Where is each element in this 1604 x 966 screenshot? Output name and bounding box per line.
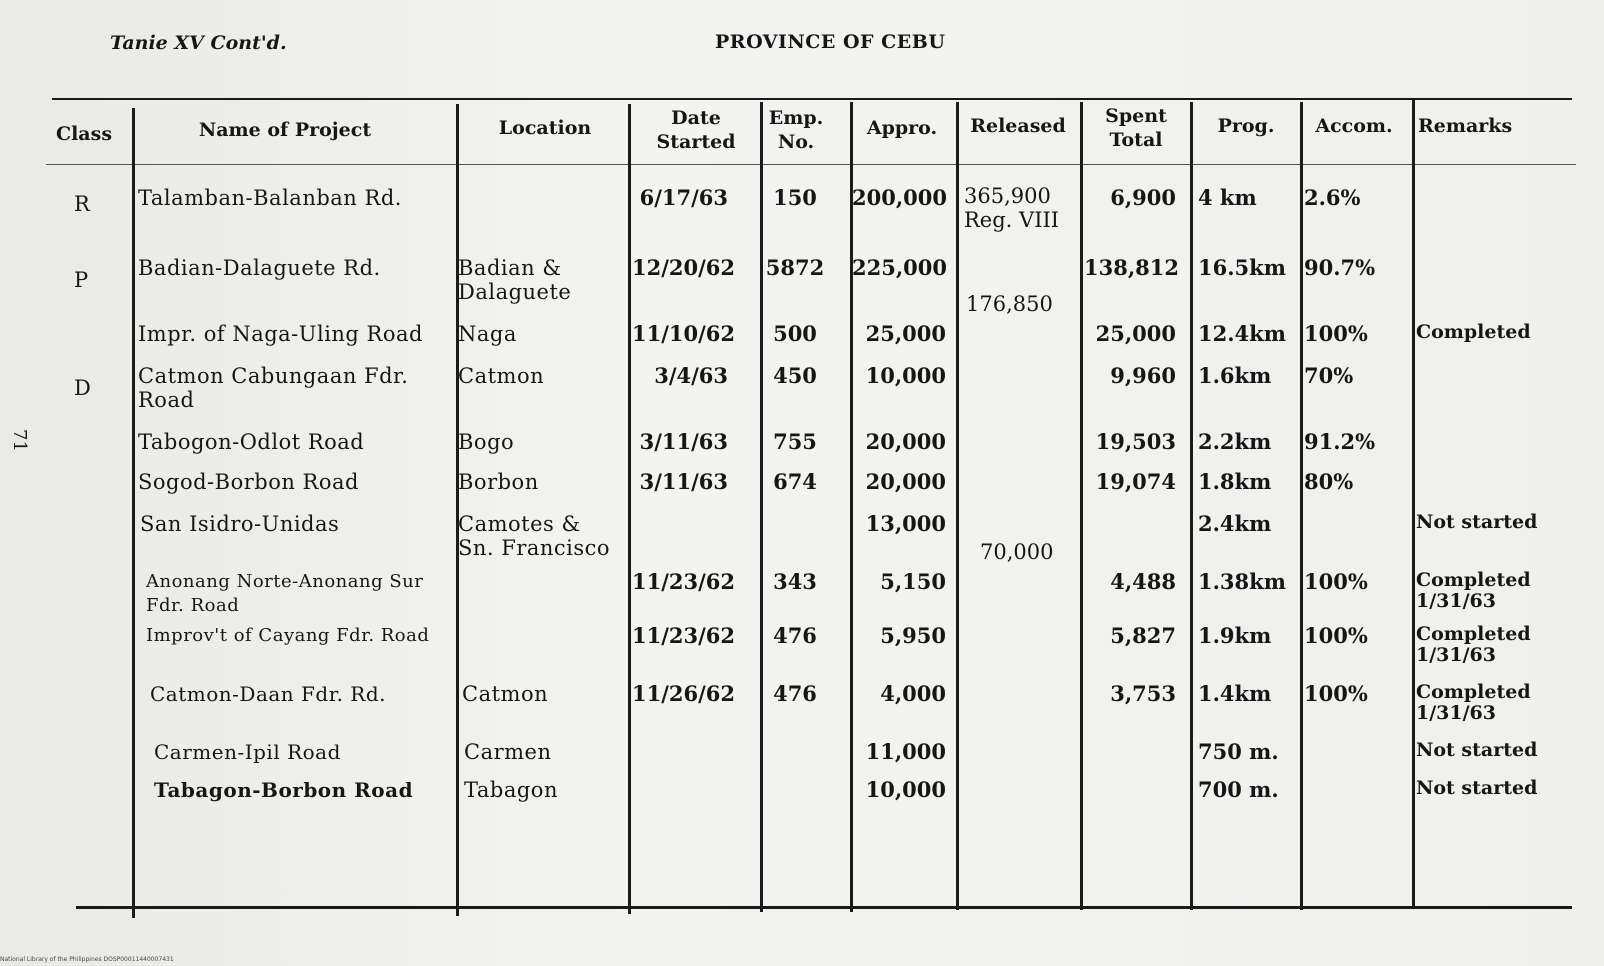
table-cell-date: 11/23/62: [632, 623, 736, 648]
table-cell-appro: 10,000: [865, 363, 946, 388]
col-header-prog: Prog.: [1217, 115, 1275, 137]
col-header-spent: Spent Total: [1105, 105, 1167, 151]
table-cell-date: 6/17/63: [639, 185, 728, 210]
table-cell-appro: 5,950: [880, 623, 946, 648]
table-cell-spent: 19,503: [1095, 429, 1176, 454]
table-cell-project: Tabogon-Odlot Road: [138, 430, 365, 454]
table-cell-prog: 1.9km: [1198, 623, 1272, 648]
released-value: 70,000: [980, 540, 1054, 564]
table-cell-prog: 1.6km: [1198, 363, 1272, 388]
table-cell-date: 11/26/62: [632, 681, 736, 706]
table-cell-remarks: Completed: [1416, 321, 1531, 343]
table-cell-prog: 1.4km: [1198, 681, 1272, 706]
column-divider: [956, 102, 959, 910]
table-cell-location: Camotes & Sn. Francisco: [458, 512, 611, 560]
class-label: R: [74, 192, 90, 216]
table-cell-accom: 91.2%: [1304, 429, 1376, 454]
released-value: 176,850: [966, 292, 1053, 316]
table-cell-prog: 2.4km: [1198, 511, 1272, 536]
table-cell-emp: 755: [773, 429, 817, 454]
table-cell-prog: 12.4km: [1198, 321, 1286, 346]
table-cell-project: San Isidro-Unidas: [140, 512, 340, 536]
col-header-class: Class: [55, 123, 113, 145]
table-cell-appro: 11,000: [865, 739, 946, 764]
table-cell-project: Tabagon-Borbon Road: [154, 778, 414, 802]
table-cell-prog: 750 m.: [1198, 739, 1279, 764]
column-divider: [1080, 102, 1083, 910]
col-header-remarks: Remarks: [1418, 115, 1513, 137]
table-cell-appro: 20,000: [865, 429, 946, 454]
table-cell-prog: 1.8km: [1198, 469, 1272, 494]
table-cell-project: Talamban-Balanban Rd.: [138, 186, 402, 210]
table-cell-project: Catmon-Daan Fdr. Rd.: [150, 682, 387, 706]
class-label: P: [74, 268, 89, 292]
table-cell-location: Borbon: [458, 470, 539, 494]
col-header-date: Date Started: [656, 107, 736, 153]
footer-note: National Library of the Philippines DOSP00011440007431: [0, 956, 174, 963]
table-cell-accom: 100%: [1304, 569, 1368, 594]
table-cell-prog: 1.38km: [1198, 569, 1286, 594]
table-cell-emp: 476: [773, 681, 817, 706]
table-cell-prog: 4 km: [1198, 185, 1257, 210]
table-cell-emp: 476: [773, 623, 817, 648]
table-cell-emp: 674: [773, 469, 817, 494]
column-divider: [1190, 102, 1193, 910]
class-label: D: [74, 376, 91, 400]
column-divider: [760, 102, 763, 912]
table-cell-location: Naga: [458, 322, 517, 346]
table-cell-location: Carmen: [464, 740, 552, 764]
column-divider: [132, 108, 135, 918]
col-header-emp: Emp. No.: [768, 107, 824, 153]
column-divider: [1300, 102, 1303, 910]
table-cell-location: Tabagon: [464, 778, 558, 802]
table-cell-project: Badian-Dalaguete Rd.: [138, 256, 381, 280]
table-cell-accom: 100%: [1304, 321, 1368, 346]
col-header-accom: Accom.: [1315, 115, 1393, 137]
table-cell-remarks: Completed 1/31/63: [1416, 681, 1531, 724]
col-header-released: Released: [970, 115, 1066, 137]
bottom-rule: [76, 906, 1572, 909]
table-cell-emp: 450: [773, 363, 817, 388]
released-value: 365,900 Reg. VIII: [964, 184, 1060, 232]
table-cell-project: Catmon Cabungaan Fdr. Road: [138, 364, 409, 412]
table-cell-emp: 500: [773, 321, 817, 346]
table-cell-project: Carmen-Ipil Road: [154, 740, 341, 764]
table-cell-appro: 4,000: [880, 681, 946, 706]
table-cell-appro: 13,000: [865, 511, 946, 536]
top-rule: [52, 98, 1572, 100]
header-underline: [46, 164, 1576, 165]
table-cell-appro: 20,000: [865, 469, 946, 494]
col-header-appro: Appro.: [866, 117, 938, 139]
table-cell-spent: 6,900: [1110, 185, 1176, 210]
table-cell-remarks: Completed 1/31/63: [1416, 569, 1531, 612]
table-cell-location: Catmon: [458, 364, 545, 388]
table-cell-date: 3/4/63: [654, 363, 728, 388]
table-cell-location: Badian & Dalaguete: [458, 256, 572, 304]
table-cell-accom: 90.7%: [1304, 255, 1376, 280]
table-cell-date: 12/20/62: [632, 255, 736, 280]
table-cell-accom: 2.6%: [1304, 185, 1361, 210]
table-cell-appro: 10,000: [865, 777, 946, 802]
table-cell-spent: 9,960: [1110, 363, 1176, 388]
table-cell-date: 11/23/62: [632, 569, 736, 594]
table-cell-appro: 25,000: [865, 321, 946, 346]
table-cell-emp: 343: [773, 569, 817, 594]
table-cell-prog: 2.2km: [1198, 429, 1272, 454]
page-number: 71: [8, 429, 30, 452]
table-cell-date: 3/11/63: [639, 469, 728, 494]
table-cell-remarks: Completed 1/31/63: [1416, 623, 1531, 666]
table-cell-project: Sogod-Borbon Road: [138, 470, 359, 494]
table-cell-remarks: Not started: [1416, 511, 1538, 533]
table-cell-prog: 700 m.: [1198, 777, 1279, 802]
table-cell-spent: 3,753: [1110, 681, 1176, 706]
column-divider: [1412, 100, 1415, 908]
table-cell-spent: 5,827: [1110, 623, 1176, 648]
table-cell-project: Improv't of Cayang Fdr. Road: [146, 625, 430, 646]
table-cell-prog: 16.5km: [1198, 255, 1286, 280]
table-cell-accom: 100%: [1304, 623, 1368, 648]
table-cell-project: Impr. of Naga-Uling Road: [138, 322, 423, 346]
col-header-location: Location: [498, 117, 592, 139]
table-cell-emp: 5872: [765, 255, 825, 280]
table-cell-accom: 80%: [1304, 469, 1354, 494]
table-cell-appro: 225,000: [852, 255, 947, 280]
table-cell-location: Bogo: [458, 430, 515, 454]
table-cell-spent: 19,074: [1095, 469, 1176, 494]
table-label: Tanie XV Cont'd.: [110, 32, 287, 54]
table-cell-spent: 25,000: [1095, 321, 1176, 346]
table-cell-accom: 70%: [1304, 363, 1354, 388]
table-cell-emp: 150: [773, 185, 817, 210]
table-cell-remarks: Not started: [1416, 739, 1538, 761]
page-title: PROVINCE OF CEBU: [715, 31, 946, 53]
table-cell-appro: 5,150: [880, 569, 946, 594]
col-header-project: Name of Project: [198, 119, 372, 141]
table-cell-spent: 138,812: [1084, 255, 1179, 280]
table-cell-date: 3/11/63: [639, 429, 728, 454]
table-cell-appro: 200,000: [852, 185, 947, 210]
table-cell-date: 11/10/62: [632, 321, 736, 346]
table-cell-remarks: Not started: [1416, 777, 1538, 799]
table-cell-accom: 100%: [1304, 681, 1368, 706]
table-cell-project: Anonang Norte-Anonang Sur Fdr. Road: [146, 571, 424, 616]
table-cell-location: Catmon: [462, 682, 549, 706]
table-cell-spent: 4,488: [1110, 569, 1176, 594]
